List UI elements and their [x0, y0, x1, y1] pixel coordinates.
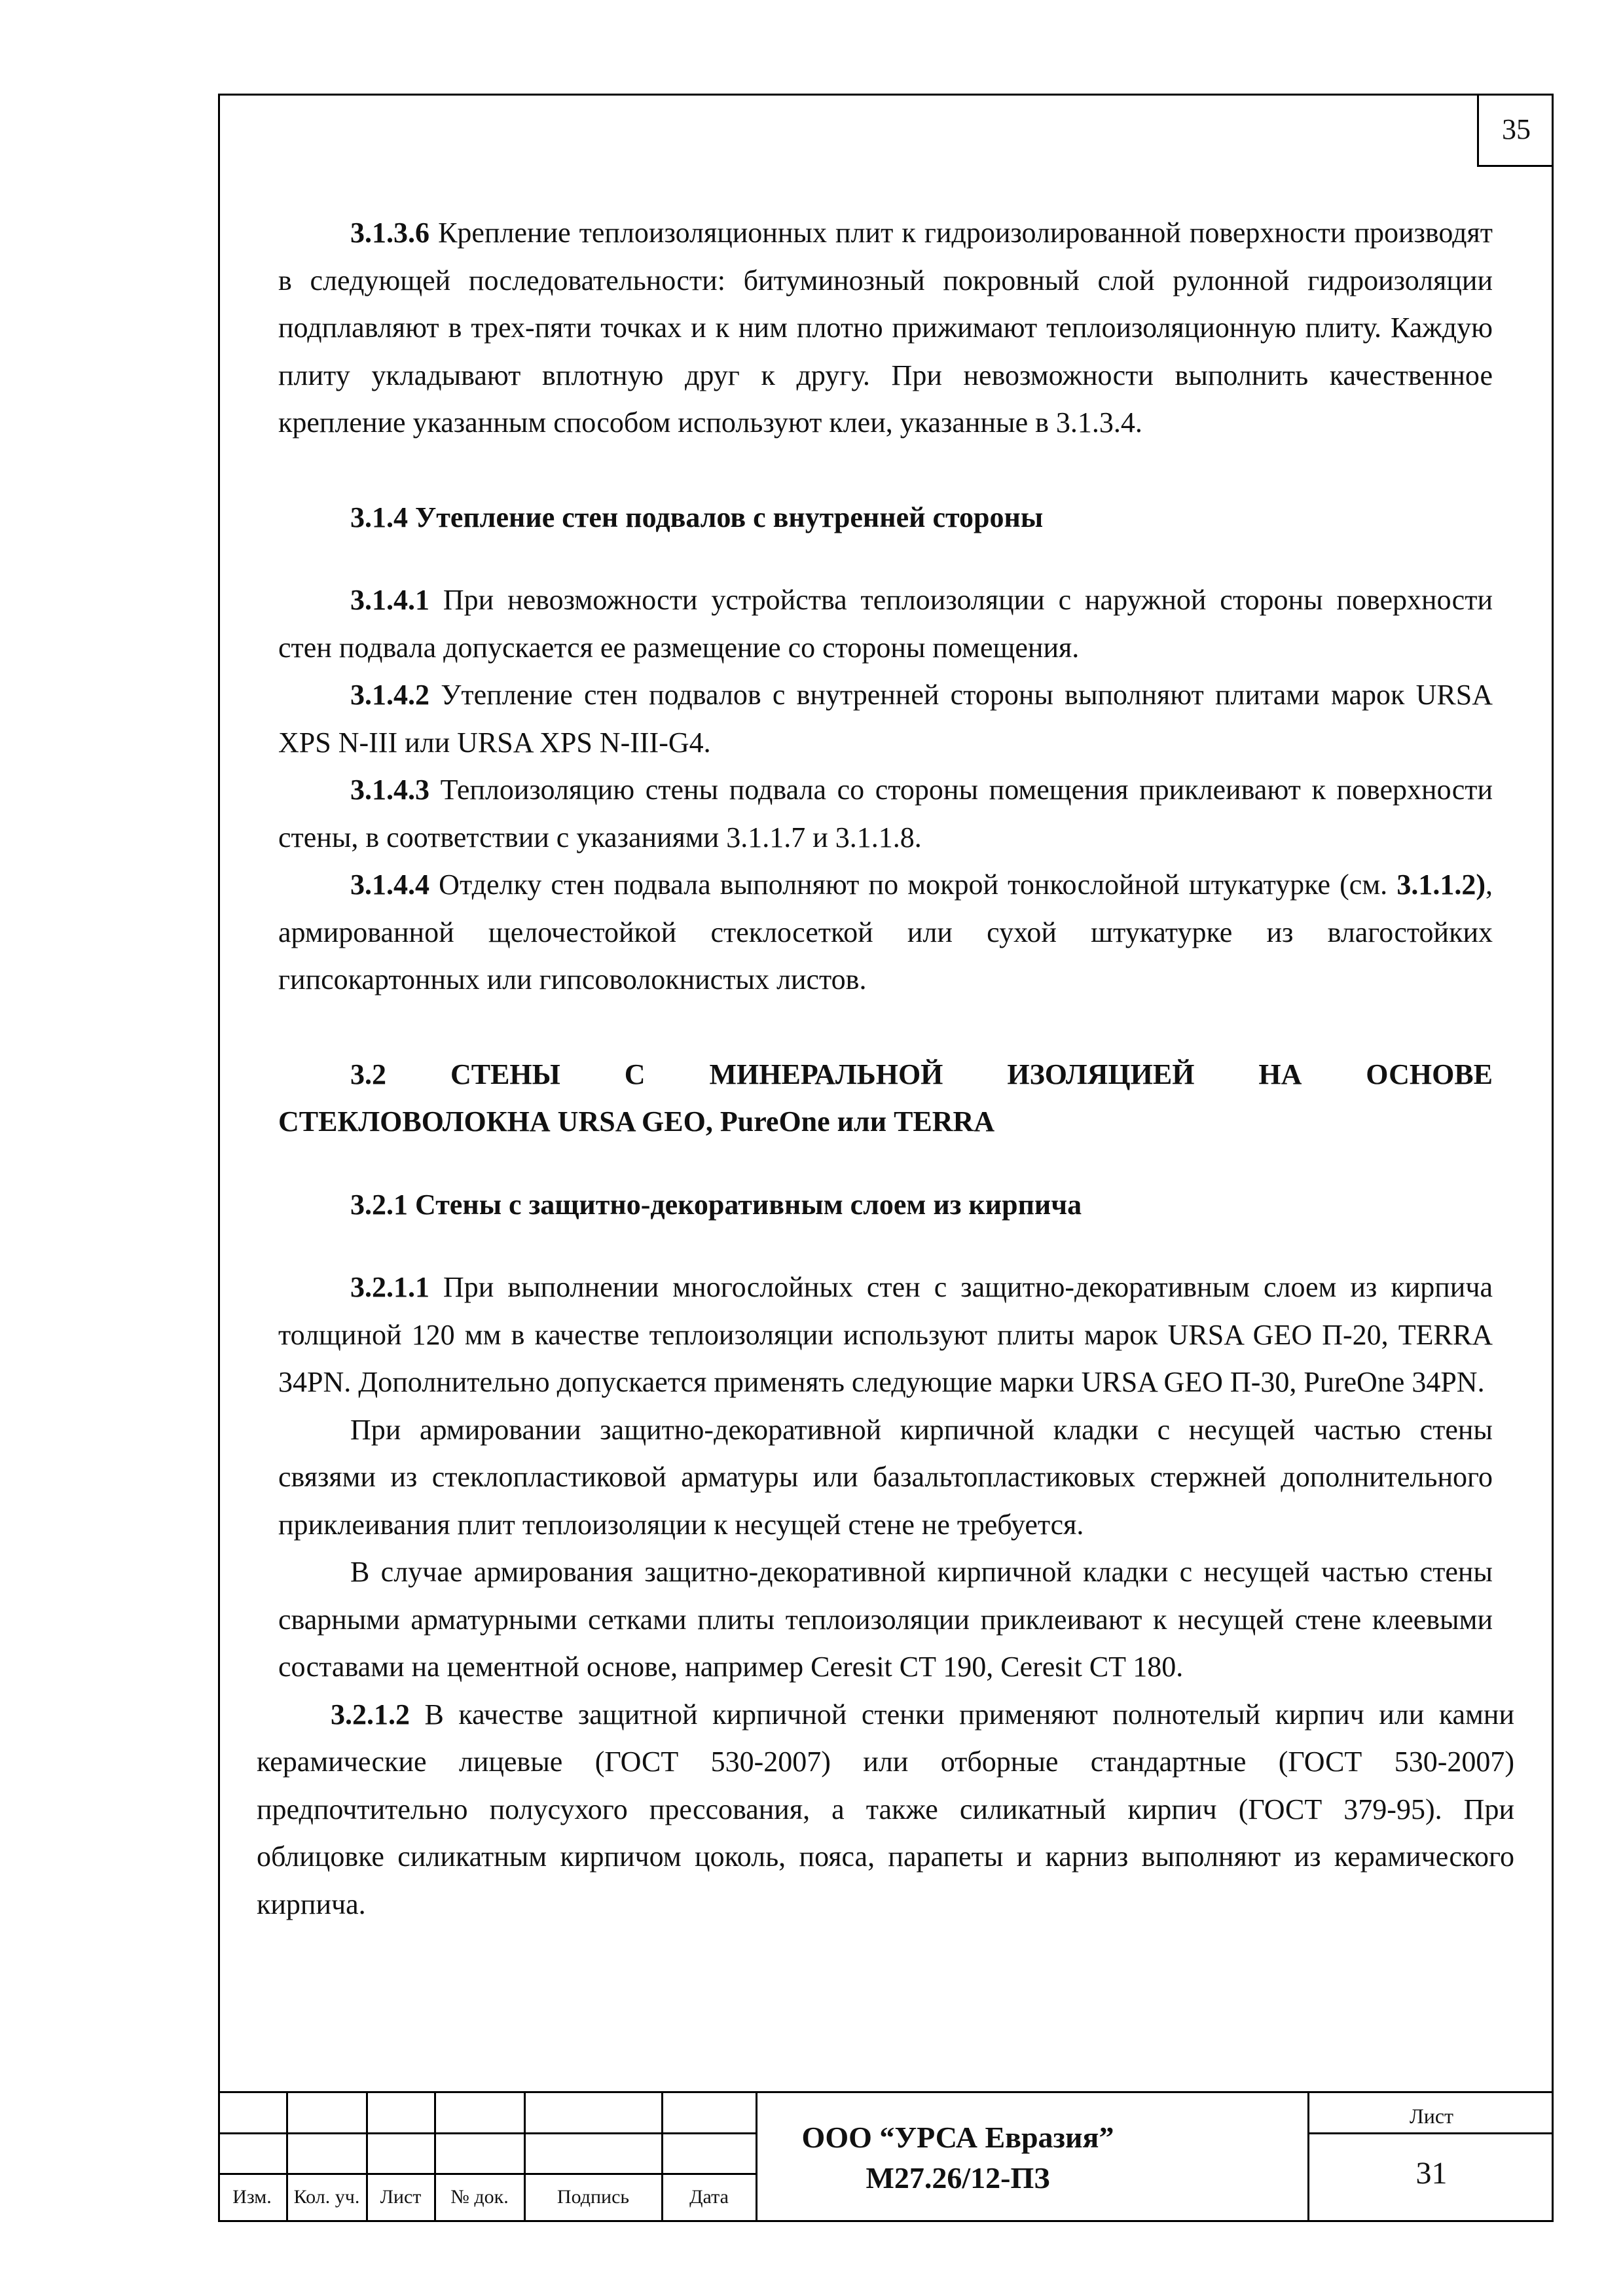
document-body: [257, 209, 1514, 1928]
paragraph-text: При выполнении многослойных стен с защитно-декоративным слоем из кирпича толщиной 120 мм в качестве теплоизоляции используют плиты марок URSA GEO П-20, TERRA 34PN. Дополнительно допускается применять следующие марки URSA GEO П-30, PureOne 34PN.: [278, 1271, 1493, 1398]
stamp-sheet-line: [1309, 2132, 1554, 2134]
paragraph-3-1-4-3: [278, 766, 1493, 861]
clause-number: 3.2.1.1: [350, 1271, 429, 1303]
sheet-number: 31: [1415, 2156, 1448, 2191]
stamp-label-kol-uch: Кол. уч.: [293, 2186, 360, 2208]
paragraph-text: Утепление стен подвалов с внутренней стороны выполняют плитами марок URSA XPS N-III или URSA XPS N-III-G4.: [278, 679, 1493, 759]
stamp-label-list: Лист: [380, 2186, 422, 2208]
organization-name: ООО “УРСА Евразия”: [801, 2121, 1114, 2154]
title-block: [218, 2091, 1554, 2222]
document-code: М27.26/12-ПЗ: [866, 2161, 1050, 2195]
stamp-label-izm: Изм.: [232, 2186, 272, 2208]
heading-3-2-line2: СТЕКЛОВОЛОКНА URSA GEO, PureOne или TERRA: [278, 1105, 995, 1138]
paragraph-text: При невозможности устройства теплоизоляции с наружной стороны поверхности стен подвала допускается ее размещение со стороны помещения.: [278, 584, 1493, 664]
clause-number: 3.1.4.3: [350, 774, 429, 806]
paragraph-text: Отделку стен подвала выполняют по мокрой тонкослойной штукатурке (см.: [429, 869, 1397, 901]
clause-number: 3.2.1.2: [331, 1698, 410, 1731]
stamp-row-line: [218, 2132, 757, 2134]
clause-number: 3.1.4.1: [350, 584, 429, 616]
paragraph-3-2-1-1: [278, 1264, 1493, 1407]
paragraph-3-1-4-1: [278, 577, 1493, 672]
stamp-label-signature: Подпись: [556, 2186, 630, 2208]
organization-block: [748, 2117, 1167, 2198]
paragraph-text: Теплоизоляцию стены подвала со стороны помещения приклеивают к поверхности стены, в соответствии с указаниями 3.1.1.7 и 3.1.1.8.: [278, 774, 1493, 853]
page-number: 35: [1502, 113, 1531, 145]
paragraph-3-2-1-2: [257, 1691, 1514, 1929]
paragraph-reinforcement-mesh: В случае армирования защитно-декоративной кирпичной кладки с несущей частью стены сварными арматурными сетками плиты теплоизоляции приклеивают к несущей стене клеевыми составами на цементной основе, например Ceresit CT 190, Ceresit CT 180.: [278, 1556, 1493, 1683]
paragraph-text: , армированной щелочестойкой стеклосеткой или сухой штукатурке из влагостойких гипсокартонных или гипсоволокнистых листов.: [278, 869, 1493, 996]
heading-3-2-1: 3.2.1 Стены с защитно-декоративным слоем из кирпича: [350, 1188, 1082, 1221]
clause-reference: 3.1.1.2): [1396, 869, 1486, 901]
page-number-box: [1477, 94, 1554, 167]
paragraph-3-1-4-4: [278, 861, 1493, 1004]
paragraph-3-1-4-2: [278, 672, 1493, 766]
clause-number: 3.1.3.6: [350, 217, 429, 249]
heading-3-1-4: 3.1.4 Утепление стен подвалов с внутренней стороны: [350, 501, 1044, 533]
stamp-label-doc-no: № док.: [450, 2186, 509, 2208]
paragraph-reinforcement-ties: При армировании защитно-декоративной кирпичной кладки с несущей частью стены связями из стеклопластиковой арматуры или базальтопластиковых стержней дополнительного приклеивания плит теплоизоляции к несущей стене не требуется.: [278, 1413, 1493, 1541]
paragraph-3-1-3-6: [278, 209, 1493, 447]
stamp-top-line: [218, 2091, 1554, 2093]
stamp-row-line: [218, 2173, 757, 2175]
heading-3-2-line1: 3.2 СТЕНЫ С МИНЕРАЛЬНОЙ ИЗОЛЯЦИЕЙ НА ОСНОВЕ: [350, 1058, 1493, 1090]
stamp-label-date: Дата: [689, 2186, 729, 2208]
paragraph-text: В качестве защитной кирпичной стенки применяют полнотелый кирпич или камни керамические лицевые (ГОСТ 530-2007) или отборные стандартные (ГОСТ 530-2007) предпочтительно полусухого прессования, а также силикатный кирпич (ГОСТ 379-95). При облицовке силикатным кирпичом цоколь, пояса, парапеты и карниз выполняют из керамического кирпича.: [257, 1698, 1514, 1920]
sheet-caption: Лист: [1409, 2104, 1453, 2128]
clause-number: 3.1.4.2: [350, 679, 429, 711]
paragraph-text: Крепление теплоизоляционных плит к гидроизолированной поверхности производят в следующей последовательности: битуминозный покровный слой рулонной гидроизоляции подплавляют в трех-пяти точках и к ним плотно прижимают теплоизоляционную плиту. Каждую плиту укладывают вплотную друг к другу. При невозможности выполнить качественное крепление указанным способом используют клеи, указанные в 3.1.3.4.: [278, 217, 1493, 439]
clause-number: 3.1.4.4: [350, 869, 429, 901]
